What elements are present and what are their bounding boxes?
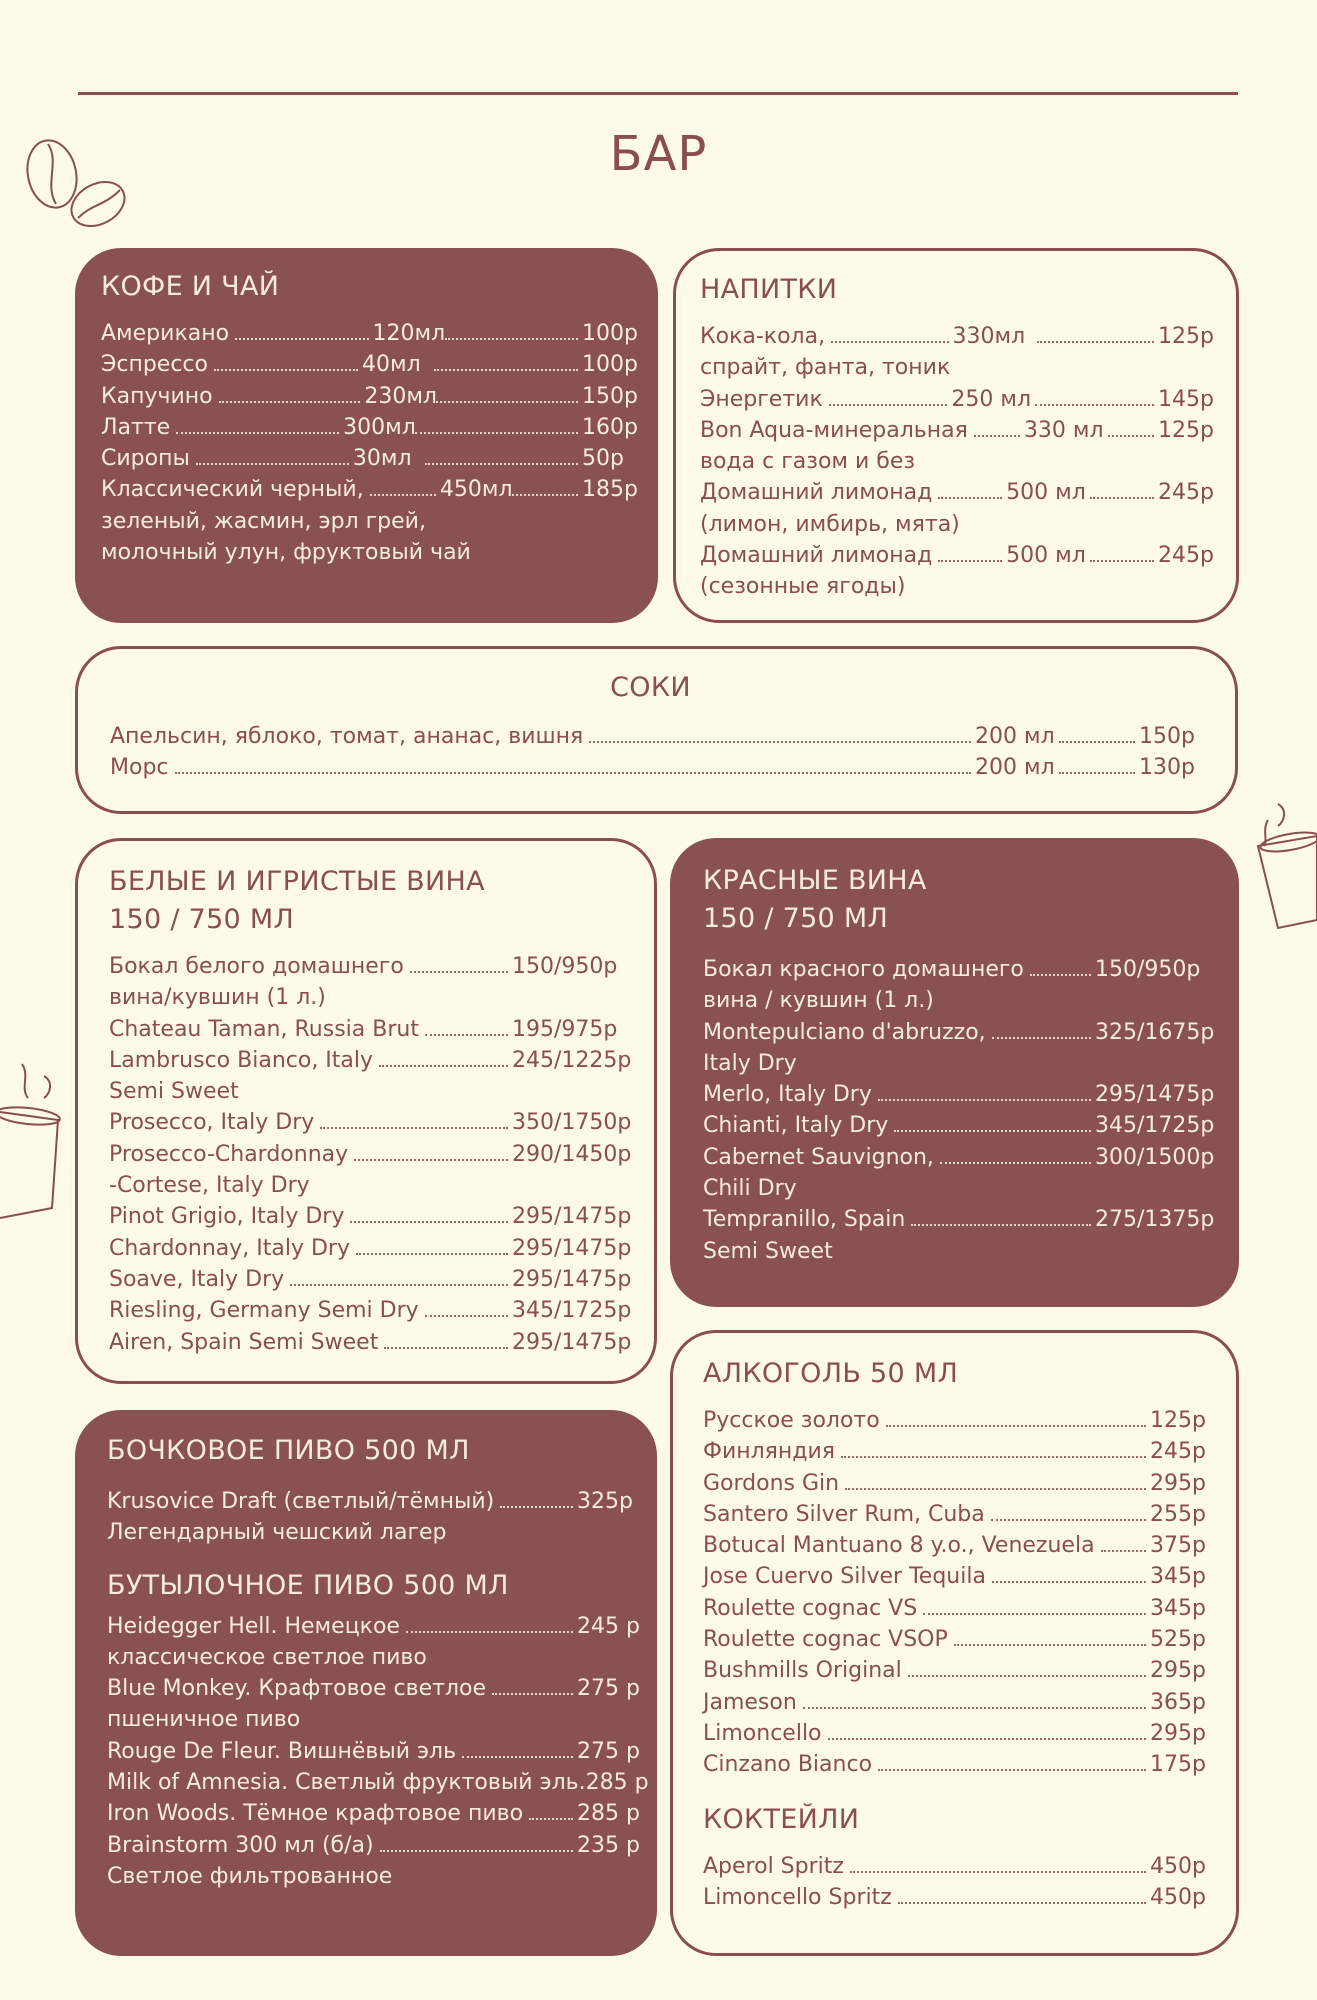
dotted-leader — [992, 1037, 1091, 1039]
item-description: Легендарный чешский лагер — [107, 1520, 447, 1546]
dotted-leader — [974, 435, 1020, 437]
menu-item — [703, 1405, 1212, 1436]
dotted-leader — [911, 1224, 1091, 1226]
top-divider — [78, 92, 1238, 95]
dotted-leader — [436, 401, 578, 403]
item-name: Chianti, Italy Dry — [703, 1113, 889, 1139]
item-price: 145р — [1158, 386, 1214, 412]
item-description: Chili Dry — [703, 1176, 797, 1202]
drinks-section — [673, 248, 1239, 623]
section-heading: БОЧКОВОЕ ПИВО 500 МЛ — [107, 1435, 470, 1466]
menu-item — [703, 1436, 1212, 1467]
item-name: Lambrusco Bianco, Italy — [109, 1047, 374, 1073]
item-price: 295р — [1150, 1470, 1206, 1496]
dotted-leader — [196, 463, 349, 465]
item-price: 450р — [1150, 1884, 1206, 1910]
dotted-leader — [434, 369, 578, 371]
dotted-leader — [219, 401, 361, 403]
section-heading: БЕЛЫЕ И ИГРИСТЫЕ ВИНА — [109, 866, 485, 897]
item-description: Светлое фильтрованное — [107, 1863, 393, 1889]
menu-item — [107, 1486, 639, 1517]
dotted-leader — [1101, 1550, 1146, 1552]
item-price: 450р — [1150, 1853, 1206, 1879]
dotted-leader — [940, 1162, 1091, 1164]
item-price: 300мл — [343, 414, 416, 440]
menu-item — [107, 1673, 639, 1704]
dotted-leader — [380, 1850, 573, 1852]
item-name: Финляндия — [703, 1439, 836, 1465]
item-price: 125р — [1158, 417, 1214, 443]
dotted-leader — [938, 560, 1002, 562]
dotted-leader — [425, 1315, 508, 1317]
item-price: 100р — [582, 352, 638, 378]
menu-item — [703, 1718, 1212, 1749]
juices-section — [75, 646, 1238, 814]
menu-item — [107, 1767, 649, 1798]
section-heading: КОФЕ И ЧАЙ — [101, 271, 280, 302]
item-price: 130р — [1139, 755, 1195, 781]
item-price: 285 р — [577, 1801, 640, 1827]
menu-item — [703, 1079, 1213, 1110]
dotted-leader — [354, 1159, 508, 1161]
coffee-cup-icon — [1238, 800, 1317, 960]
item-name: Limoncello — [703, 1720, 822, 1746]
menu-item — [703, 1468, 1212, 1499]
item-price: 160р — [582, 414, 638, 440]
item-name: Кока-кола, — [700, 324, 826, 349]
item-price: 275 р — [577, 1738, 640, 1764]
dotted-leader — [379, 1065, 508, 1067]
item-name: Jameson — [703, 1689, 797, 1715]
dotted-leader — [406, 1631, 573, 1633]
page-title: БАР — [609, 126, 708, 182]
item-price: 245 р — [577, 1613, 640, 1639]
menu-item — [101, 412, 638, 443]
dotted-leader — [320, 1127, 508, 1129]
item-price: 500 мл — [1006, 543, 1086, 569]
item-price: 245/1225р — [512, 1047, 632, 1073]
item-price: 295/1475р — [512, 1266, 632, 1292]
item-name: Русское золото — [703, 1408, 880, 1433]
item-price: 250 мл — [951, 386, 1032, 412]
item-name: Chateau Taman, Russia Brut — [109, 1016, 419, 1042]
coffee-tea-section — [75, 248, 658, 623]
dotted-leader — [410, 971, 508, 973]
menu-item — [109, 1295, 632, 1326]
item-price: 290/1450р — [512, 1141, 632, 1167]
item-price: 295/1475р — [512, 1204, 632, 1230]
beer-section — [75, 1410, 657, 1956]
dotted-leader — [850, 1871, 1146, 1873]
dotted-leader — [425, 463, 578, 465]
section-heading: АЛКОГОЛЬ 50 МЛ — [703, 1358, 959, 1389]
item-price: 345р — [1150, 1564, 1206, 1590]
dotted-leader — [512, 494, 578, 496]
menu-item — [703, 1204, 1213, 1235]
dotted-leader — [445, 338, 578, 340]
dotted-leader — [175, 772, 971, 774]
item-name: Cabernet Sauvignon, — [703, 1144, 934, 1170]
dotted-leader — [1030, 974, 1091, 976]
item-name: Botucal Mantuano 8 y.o., Venezuela — [703, 1533, 1095, 1559]
dotted-leader — [992, 1581, 1146, 1583]
dotted-leader — [492, 1693, 573, 1695]
menu-item — [703, 1017, 1213, 1048]
item-name: Roulette cognac VS — [703, 1595, 918, 1621]
dotted-leader — [462, 1756, 573, 1758]
item-name: Aperol Spritz — [703, 1853, 844, 1879]
menu-item — [703, 954, 1213, 985]
menu-item — [700, 477, 1214, 508]
item-price: 230мл — [364, 383, 437, 409]
dotted-leader — [290, 1284, 508, 1286]
item-description: (лимон, имбирь, мята) — [700, 511, 960, 537]
dotted-leader — [1059, 741, 1135, 743]
dotted-leader — [894, 1130, 1091, 1132]
dotted-leader — [1108, 435, 1154, 437]
item-price: 350/1750р — [512, 1110, 632, 1136]
menu-item — [703, 1593, 1212, 1624]
item-name: Энергетик — [700, 386, 823, 412]
dotted-leader — [1037, 341, 1154, 343]
dotted-leader — [1035, 404, 1154, 406]
menu-item — [703, 1110, 1213, 1141]
item-description: классическое светлое пиво — [107, 1644, 427, 1670]
item-description: Semi Sweet — [703, 1238, 833, 1264]
dotted-leader — [1090, 560, 1154, 562]
menu-item — [110, 752, 1195, 783]
menu-item — [703, 1882, 1212, 1913]
menu-item — [703, 1687, 1212, 1718]
dotted-leader — [828, 1738, 1146, 1740]
menu-item — [700, 415, 1214, 446]
item-name: Heidegger Hell. Немецкое — [107, 1613, 400, 1639]
item-name: Santero Silver Rum, Cuba — [703, 1501, 985, 1527]
section-heading: КРАСНЫЕ ВИНА — [703, 865, 927, 896]
dotted-leader — [1059, 772, 1135, 774]
item-price: 120мл — [372, 321, 446, 346]
menu-item — [109, 1139, 632, 1170]
item-name: Американо — [101, 321, 230, 346]
item-name: Эспрессо — [101, 352, 208, 378]
item-price: 325/1675р — [1095, 1019, 1215, 1045]
item-name: Brainstorm 300 мл (б/а) — [107, 1832, 374, 1858]
menu-item — [109, 1014, 632, 1045]
section-subheading: 150 / 750 МЛ — [703, 903, 889, 934]
item-description: спрайт, фанта, тоник — [700, 355, 951, 381]
item-name: Riesling, Germany Semi Dry — [109, 1298, 419, 1324]
dotted-leader — [878, 1769, 1146, 1771]
item-name: Апельсин, яблоко, томат, ананас, вишня — [110, 724, 584, 749]
item-name: Сиропы — [101, 446, 190, 472]
item-price: 330мл — [952, 324, 1026, 349]
item-name: Pinot Grigio, Italy Dry — [109, 1204, 345, 1230]
item-price: 365р — [1150, 1689, 1206, 1715]
dotted-leader — [589, 741, 971, 743]
item-description: молочный улун, фруктовый чай — [101, 540, 471, 566]
item-description: вода с газом и без — [700, 449, 916, 475]
menu-item — [107, 1736, 639, 1767]
dotted-leader — [235, 338, 368, 340]
item-name: Blue Monkey. Крафтовое светлое — [107, 1676, 486, 1702]
menu-item — [700, 321, 1214, 352]
dotted-leader — [425, 1034, 508, 1036]
item-description: вина / кувшин (1 л.) — [703, 988, 934, 1014]
item-name: Bon Aqua-минеральная — [700, 417, 968, 443]
menu-item — [109, 1327, 632, 1358]
section-subheading: 150 / 750 МЛ — [109, 904, 295, 935]
dotted-leader — [991, 1519, 1146, 1521]
item-price: 295/1475р — [512, 1329, 632, 1355]
item-price: 345/1725р — [512, 1298, 632, 1324]
menu-item — [101, 474, 638, 505]
item-price: 285 р — [585, 1770, 649, 1796]
coffee-cup-icon — [0, 1058, 64, 1228]
item-name: Домашний лимонад — [700, 480, 933, 506]
item-price: 185р — [582, 477, 638, 503]
item-price: 450мл — [439, 477, 513, 503]
section-heading: НАПИТКИ — [700, 274, 838, 305]
item-price: 195/975р — [512, 1016, 618, 1042]
dotted-leader — [908, 1675, 1146, 1677]
item-name: Латте — [101, 414, 171, 440]
item-name: Gordons Gin — [703, 1470, 840, 1496]
dotted-leader — [370, 494, 436, 496]
dotted-leader — [841, 1456, 1146, 1458]
item-name: Капучино — [101, 383, 213, 409]
item-description: Italy Dry — [703, 1050, 797, 1076]
dotted-leader — [214, 369, 358, 371]
dotted-leader — [529, 1818, 573, 1820]
item-price: 375р — [1150, 1533, 1206, 1559]
dotted-leader — [356, 1253, 508, 1255]
item-price: 300/1500р — [1095, 1144, 1215, 1170]
item-description: вина/кувшин (1 л.) — [109, 985, 326, 1011]
item-price: 175р — [1150, 1752, 1206, 1778]
item-name: Rouge De Fleur. Вишнёвый эль — [107, 1738, 457, 1764]
item-name: Airen, Spain Semi Sweet — [109, 1329, 379, 1355]
dotted-leader — [954, 1644, 1146, 1646]
menu-item — [101, 443, 634, 474]
item-name: Chardonnay, Italy Dry — [109, 1235, 350, 1261]
dotted-leader — [350, 1221, 508, 1223]
item-price: 295/1475р — [1095, 1082, 1215, 1108]
item-price: 245р — [1158, 480, 1214, 506]
item-description: зеленый, жасмин, эрл грей, — [101, 508, 426, 534]
menu-item — [107, 1611, 639, 1642]
red-wines-section — [670, 838, 1239, 1307]
menu-item — [703, 1499, 1212, 1530]
item-price: 275 р — [577, 1676, 640, 1702]
item-price: 150р — [1139, 724, 1195, 749]
dotted-leader — [176, 432, 339, 434]
menu-item — [703, 1624, 1212, 1655]
dotted-leader — [845, 1488, 1146, 1490]
item-name: Montepulciano d'abruzzo, — [703, 1019, 986, 1045]
menu-item — [107, 1798, 639, 1829]
menu-item — [109, 1107, 632, 1138]
item-price: 500 мл — [1006, 480, 1086, 506]
item-name: Prosecco-Chardonnay — [109, 1141, 349, 1167]
item-price: 295р — [1150, 1720, 1206, 1746]
item-price: 295р — [1150, 1658, 1206, 1684]
item-price: 150р — [582, 383, 638, 409]
item-name: Морс — [110, 755, 169, 781]
item-name: Классический черный, — [101, 477, 364, 503]
item-price: 345р — [1150, 1595, 1206, 1621]
item-price: 330 мл — [1023, 417, 1104, 443]
item-price: 295/1475р — [512, 1235, 632, 1261]
item-price: 150/950р — [1095, 957, 1201, 982]
item-name: Krusovice Draft (светлый/тёмный) — [107, 1489, 495, 1514]
dotted-leader — [829, 404, 948, 406]
menu-item — [700, 540, 1214, 571]
item-description: Semi Sweet — [109, 1079, 239, 1105]
dotted-leader — [500, 1506, 573, 1508]
section-heading: БУТЫЛОЧНОЕ ПИВО 500 МЛ — [107, 1569, 509, 1601]
menu-item — [101, 381, 638, 412]
dotted-leader — [415, 432, 578, 434]
item-name: Bushmills Original — [703, 1658, 902, 1684]
item-name: Merlo, Italy Dry — [703, 1082, 872, 1108]
menu-item — [101, 349, 638, 380]
item-price: 100р — [582, 321, 638, 346]
dotted-leader — [886, 1425, 1146, 1427]
menu-item — [703, 1851, 1212, 1882]
item-price: 150/950р — [512, 954, 618, 979]
item-price: 200 мл — [975, 755, 1055, 781]
item-name: Milk of Amnesia. Светлый фруктовый эль. — [107, 1770, 586, 1796]
menu-item — [110, 721, 1195, 752]
item-name: Iron Woods. Тёмное крафтовое пиво — [107, 1801, 524, 1827]
item-name: Tempranillo, Spain — [703, 1207, 906, 1233]
menu-item — [109, 1233, 632, 1264]
item-name: Soave, Italy Dry — [109, 1266, 285, 1292]
dotted-leader — [923, 1613, 1146, 1615]
dotted-leader — [898, 1902, 1146, 1904]
item-price: 125р — [1150, 1408, 1206, 1433]
menu-item — [101, 318, 638, 349]
item-price: 275/1375р — [1095, 1207, 1215, 1233]
item-description: -Cortese, Italy Dry — [109, 1173, 310, 1199]
item-price: 255р — [1150, 1501, 1206, 1527]
dotted-leader — [803, 1707, 1146, 1709]
item-price: 325р — [577, 1489, 633, 1514]
menu-item — [109, 1264, 632, 1295]
item-price: 345/1725р — [1095, 1113, 1215, 1139]
item-description: пшеничное пиво — [107, 1707, 301, 1733]
item-price: 30мл — [352, 446, 412, 472]
dotted-leader — [878, 1099, 1091, 1101]
item-name: Roulette cognac VSOP — [703, 1627, 948, 1653]
dotted-leader — [384, 1347, 508, 1349]
section-heading: КОКТЕЙЛИ — [703, 1803, 860, 1835]
item-price: 40мл — [362, 352, 421, 378]
dotted-leader — [1090, 497, 1154, 499]
menu-item — [109, 951, 632, 982]
menu-item — [109, 1201, 632, 1232]
item-price: 235 р — [577, 1832, 640, 1858]
menu-item — [703, 1655, 1212, 1686]
item-price: 50р — [582, 446, 624, 472]
item-name: Cinzano Bianco — [703, 1752, 873, 1778]
item-name: Домашний лимонад — [700, 543, 933, 569]
white-wines-section — [75, 838, 657, 1384]
item-price: 245р — [1150, 1439, 1206, 1465]
item-price: 125р — [1158, 324, 1214, 349]
menu-item — [109, 1045, 632, 1076]
item-name: Бокал красного домашнего — [703, 957, 1024, 982]
item-price: 525р — [1150, 1627, 1206, 1653]
item-description: (сезонные ягоды) — [700, 574, 906, 600]
menu-item — [703, 1749, 1212, 1780]
menu-item — [703, 1561, 1212, 1592]
menu-item — [700, 384, 1214, 415]
alcohol-section — [670, 1330, 1239, 1956]
dotted-leader — [938, 497, 1002, 499]
section-heading: СОКИ — [610, 672, 691, 703]
menu-item — [703, 1530, 1212, 1561]
item-price: 245р — [1158, 543, 1214, 569]
item-price: 200 мл — [975, 724, 1055, 749]
dotted-leader — [831, 341, 948, 343]
menu-item — [107, 1830, 639, 1861]
item-name: Limoncello Spritz — [703, 1884, 892, 1910]
menu-item — [703, 1142, 1213, 1173]
item-name: Бокал белого домашнего — [109, 954, 404, 979]
item-name: Jose Cuervo Silver Tequila — [703, 1564, 986, 1590]
coffee-beans-icon — [20, 132, 130, 242]
item-name: Prosecco, Italy Dry — [109, 1110, 315, 1136]
